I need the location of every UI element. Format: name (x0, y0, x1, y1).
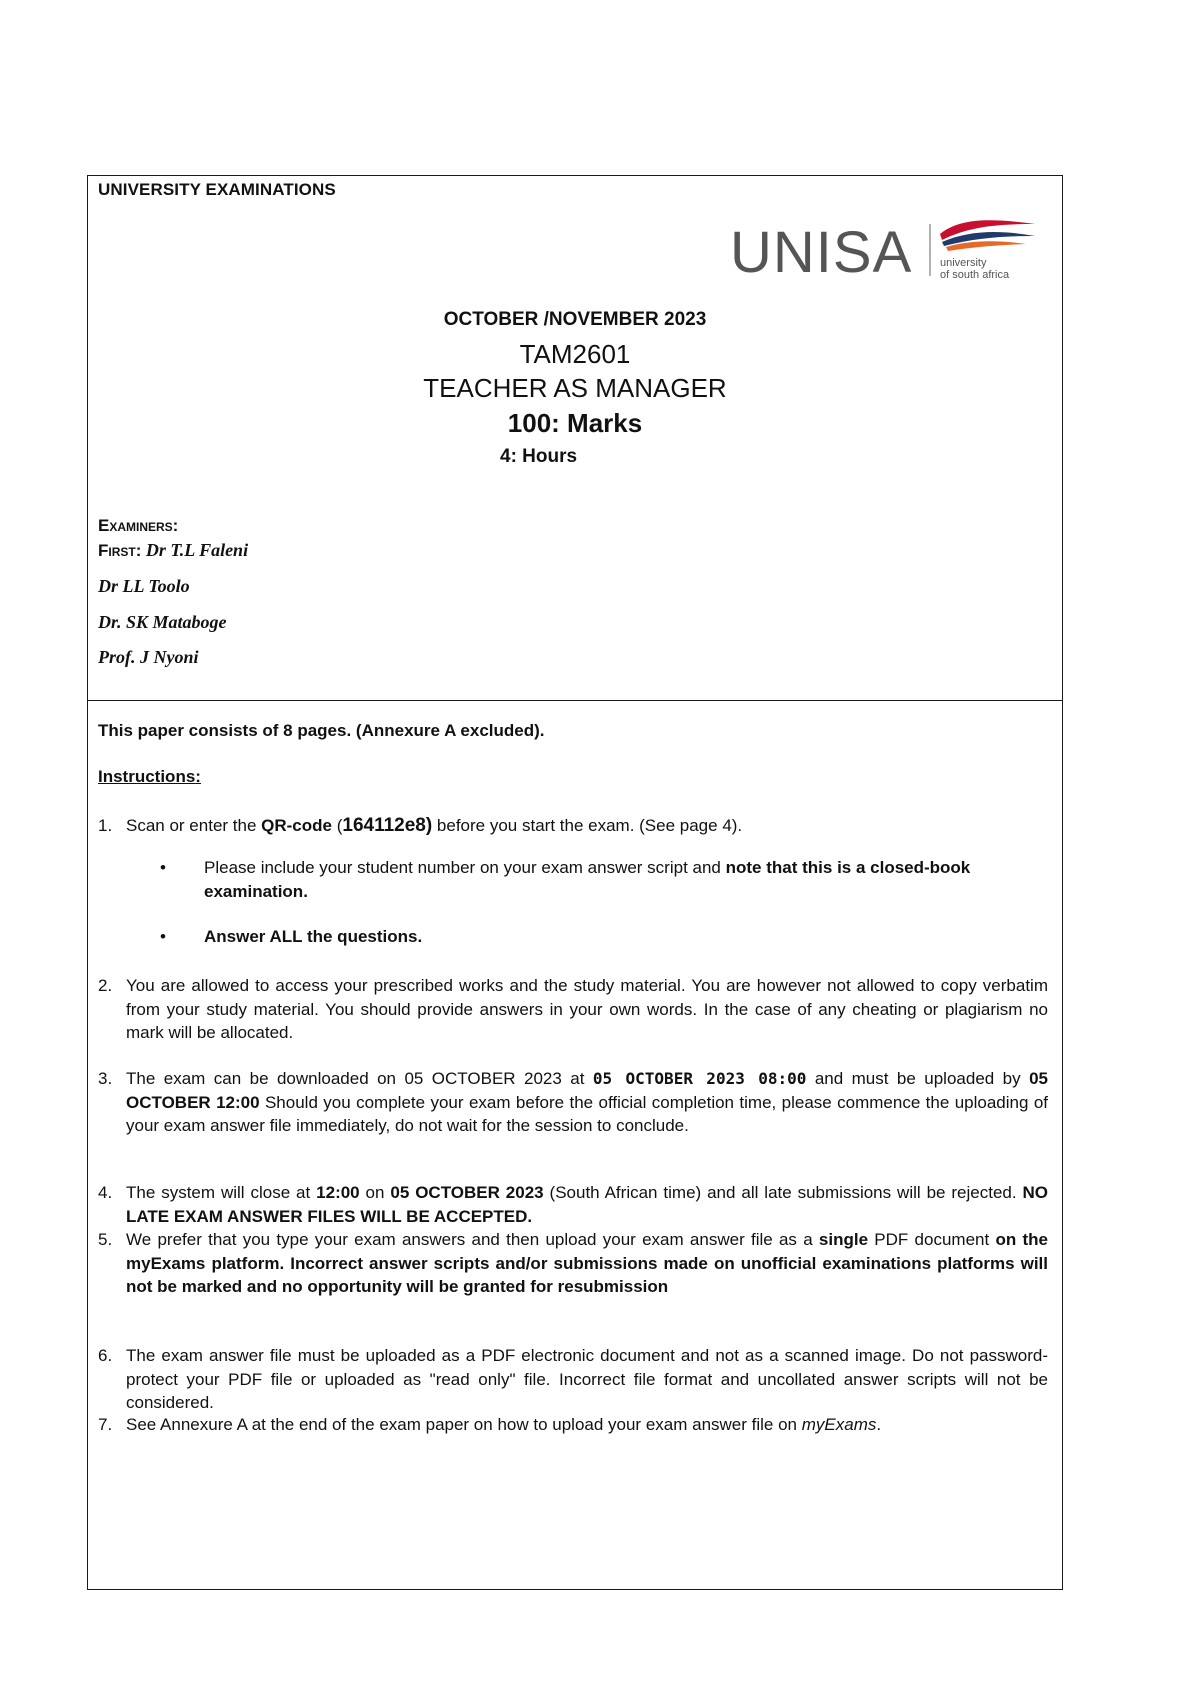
instructions-heading-text: Instructions (98, 767, 196, 786)
total-marks: 100: Marks (507, 408, 643, 438)
examiners-label: Examiners: (98, 516, 179, 535)
instructions-heading-colon: : (195, 767, 201, 786)
item-number: 4. (98, 1183, 113, 1202)
unisa-logo-subtext-1: university (940, 257, 987, 269)
examiner-name: Dr LL Toolo (98, 576, 190, 596)
instruction-item (98, 1228, 1048, 1299)
instruction-item (98, 974, 1048, 1045)
bullet-text: Answer ALL the questions. (204, 927, 423, 946)
module-code: TAM2601 (519, 339, 631, 369)
instruction-bullet (160, 925, 1040, 949)
item-text: You are allowed to access your prescribed works and the study material. You are however not allowed to copy verbatim from your study material. You should provide answers in your own words. In the case of any cheating or plagiarism no mark will be allocated. (126, 976, 1048, 1042)
first-examiner (98, 540, 248, 561)
unisa-logo (730, 214, 1042, 286)
first-examiner-label: First: (98, 541, 142, 560)
exam-session: OCTOBER /NOVEMBER 2023 (443, 309, 707, 330)
item-number: 7. (98, 1415, 113, 1434)
instruction-item (98, 1067, 1048, 1138)
instruction-item (98, 814, 1048, 838)
unisa-logo-wordmark: UNISA (730, 220, 913, 285)
cover-header-box (87, 175, 1063, 701)
instructions-box (87, 700, 1063, 1590)
item-text: The exam answer file must be uploaded as a PDF electronic document and not as a scanned image. Do not password-protect your PDF file or uploaded as "read only" file. Incorrect file format and uncollated answer scripts will not be considered. (126, 1346, 1048, 1412)
unisa-logo-subtext-2: of south africa (940, 269, 1010, 281)
examiner-name: Dr. SK Mataboge (98, 612, 227, 632)
paper-page-count: This paper consists of 8 pages. (Annexure A excluded). (98, 721, 545, 740)
instruction-item (98, 1344, 1048, 1415)
examiner-name: Dr T.L Faleni (145, 540, 249, 560)
module-name: TEACHER AS MANAGER (423, 373, 727, 403)
university-examinations-heading: UNIVERSITY EXAMINATIONS (98, 180, 336, 199)
instruction-bullet (160, 856, 1040, 903)
item-number: 6. (98, 1346, 113, 1365)
instructions-heading (98, 767, 201, 787)
examiner-name: Prof. J Nyoni (98, 647, 199, 667)
item-text: We prefer that you type your exam answers and then upload your exam answer file as a single PDF document on the myExams platform. Incorrect answer scripts and/or submissions made on unofficial examinations platforms will not be marked and no opportunity will be granted for resubmission (126, 1230, 1048, 1296)
duration-hours: 4: Hours (500, 446, 578, 467)
bullet-dot: • (160, 927, 166, 946)
item-text: The exam can be downloaded on 05 OCTOBER 2023 at 05 OCTOBER 2023 08:00 and must be uploaded by 05 OCTOBER 12:00 Should you complete your exam before the official completion time, please commence the uploading of your exam answer file immediately, do not wait for the session to conclude. (126, 1069, 1048, 1135)
instruction-item (98, 1181, 1048, 1228)
item-number: 2. (98, 976, 113, 995)
item-text: See Annexure A at the end of the exam paper on how to upload your exam answer file on myExams. (126, 1415, 882, 1434)
item-number: 1. (98, 816, 113, 835)
instruction-item (98, 1413, 1048, 1437)
bullet-text: Please include your student number on your exam answer script and note that this is a closed-book examination. (204, 858, 971, 901)
item-text: Scan or enter the QR-code (164112e8) before you start the exam. (See page 4). (126, 815, 743, 836)
item-number: 3. (98, 1069, 113, 1088)
item-text: The system will close at 12:00 on 05 OCTOBER 2023 (South African time) and all late submissions will be rejected. NO LATE EXAM ANSWER FILES WILL BE ACCEPTED. (126, 1183, 1048, 1226)
bullet-dot: • (160, 858, 166, 877)
unisa-logo-swoosh-orange (946, 241, 1026, 251)
item-number: 5. (98, 1230, 113, 1249)
